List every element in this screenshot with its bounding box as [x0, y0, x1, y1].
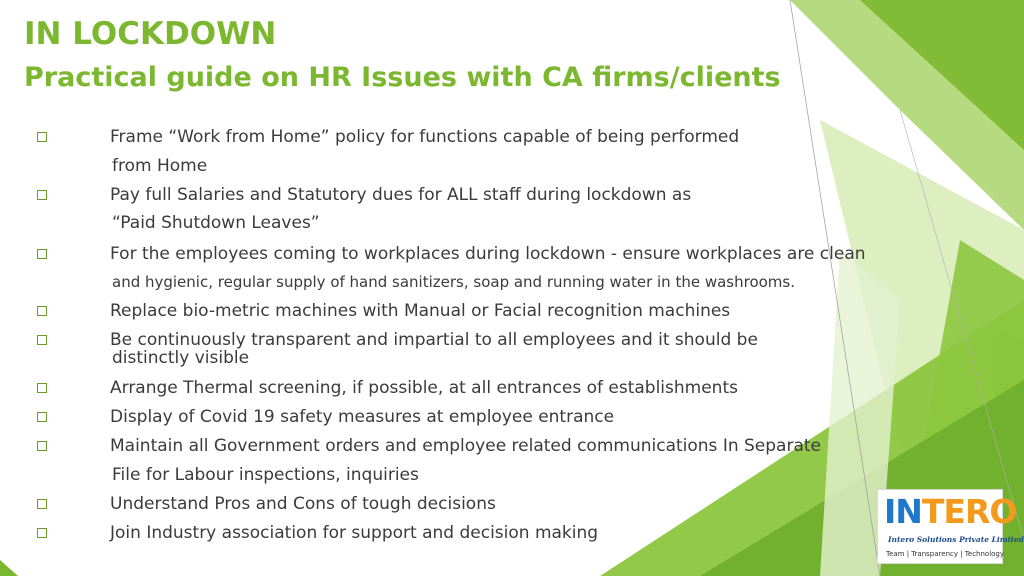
bullet-icon — [37, 190, 47, 200]
list-item-text: Frame “Work from Home” policy for functions capable of being performed — [110, 127, 740, 147]
company-logo — [877, 489, 1024, 564]
list-item-text: Understand Pros and Cons of tough decisions — [110, 494, 496, 514]
logo-tagline: Team | Transparency | Technology — [886, 550, 1005, 558]
page-title: IN LOCKDOWN — [24, 16, 277, 52]
logo-subtitle: Intero Solutions Private Limited — [888, 535, 1024, 544]
list-item-text: Pay full Salaries and Statutory dues for ALL staff during lockdown as — [110, 185, 692, 205]
bullet-icon — [37, 383, 47, 393]
list-item-text-continued: File for Labour inspections, inquiries — [112, 465, 419, 485]
page-subtitle: Practical guide on HR Issues with CA firms/clients — [24, 62, 781, 93]
list-item-text-continued: from Home — [112, 156, 208, 176]
bullet-icon — [37, 132, 47, 142]
list-item-text: For the employees coming to workplaces during lockdown - ensure workplaces are clean — [110, 244, 866, 264]
logo-wordmark: INTERO — [884, 492, 1017, 531]
list-item-text: Replace bio-metric machines with Manual or Facial recognition machines — [110, 301, 731, 321]
bullet-icon — [37, 249, 47, 259]
list-item-text: Be continuously transparent and impartial to all employees and it should be — [110, 330, 758, 350]
list-item-text: Maintain all Government orders and employee related communications In Separate — [110, 436, 821, 456]
bullet-icon — [37, 528, 47, 538]
list-item-text-continued: and hygienic, regular supply of hand sanitizers, soap and running water in the washrooms. — [112, 273, 795, 291]
bullet-icon — [37, 441, 47, 451]
list-item-text: Join Industry association for support and decision making — [110, 523, 599, 543]
bullet-icon — [37, 499, 47, 509]
list-item-text-continued: distinctly visible — [112, 348, 250, 368]
list-item-text-continued: “Paid Shutdown Leaves” — [112, 213, 320, 233]
list-item-text: Display of Covid 19 safety measures at employee entrance — [110, 407, 615, 427]
list-item-text: Arrange Thermal screening, if possible, at all entrances of establishments — [110, 378, 738, 398]
bullet-icon — [37, 306, 47, 316]
bullet-icon — [37, 412, 47, 422]
bullet-icon — [37, 335, 47, 345]
